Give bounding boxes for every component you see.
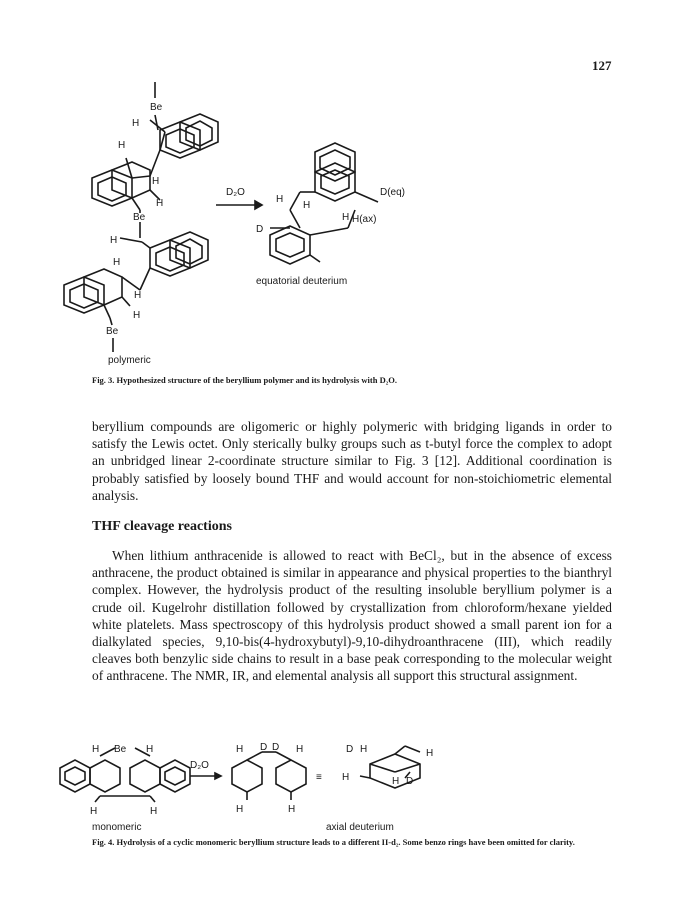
fig4-m-h-bl: H [236, 804, 244, 815]
fig4-m-d2: D [272, 742, 280, 753]
paragraph-1 [92, 418, 612, 504]
fig4-be: Be [114, 744, 127, 755]
fig3-h8: H [133, 310, 141, 321]
figure-3 [0, 80, 680, 370]
fig4-m-h-br: H [288, 804, 296, 815]
figure-3-labels [0, 80, 680, 370]
fig4-equals: ≡ [316, 772, 322, 783]
fig4-monomeric-label: monomeric [92, 822, 142, 833]
fig3-be-top: Be [150, 102, 163, 113]
fig4-h-bl: H [90, 806, 98, 817]
fig3-h7: H [134, 290, 142, 301]
fig4-r-h4: H [392, 776, 400, 787]
fig4-h-br: H [150, 806, 158, 817]
fig3-reagent: D₂O [226, 187, 245, 198]
fig4-m-d1: D [260, 742, 268, 753]
fig3-h6: H [113, 257, 121, 268]
fig4-r-h2: H [426, 748, 434, 759]
fig4-reagent: D₂O [190, 760, 209, 771]
paragraph-2 [92, 547, 612, 685]
fig4-h-tl: H [92, 744, 100, 755]
section-heading: THF cleavage reactions [92, 519, 232, 534]
fig4-r-d: D [346, 744, 354, 755]
fig3-h1: H [132, 118, 140, 129]
fig4-m-h-tr: H [296, 744, 304, 755]
fig4-axial-label: axial deuterium [326, 822, 394, 833]
fig3-h-ax: H(ax) [352, 214, 377, 225]
fig4-r-d2: D [406, 776, 414, 787]
figure-3-caption: Fig. 3. Hypothesized structure of the beryllium polymer and its hydrolysis with D₂O. [92, 375, 398, 385]
fig4-h-tr: H [146, 744, 154, 755]
paragraph-1-text: beryllium compounds are oligomeric or highly polymeric with bridging ligands in order to satisfy the Lewis octet. Only sterically bulky groups such as t-butyl force the complex to adopt an unbridged linear 2-coordinate structure similar to Fig. 3 [12]. Additional coordination is probably satisfied by loosely bound THF and would account for non-stoichiometric elemental analysis. [92, 419, 612, 503]
page-number: 127 [592, 58, 612, 73]
fig3-h3: H [152, 176, 160, 187]
fig4-r-h1: H [360, 744, 368, 755]
paragraph-2-text: When lithium anthracenide is allowed to react with BeCl₂, but in the absence of excess anthracene, the product obtained is similar in appearance and physical properties to the bianthryl complex. However, the hydrolysis product of the resulting insoluble beryllium polymer is a crude oil. Kugelrohr distillation followed by crystallization from chloroform/hexane yielded white platelets. Mass spectroscopy of this hydrolysis product showed a small parent ion for a dialkylated species, 9,10-bis(4-hydroxybutyl)-9,10-dihydroanthracene (III), which readily cleaves both benzylic side chains to result in a base peak corresponding to the molecular weight of anthracene. The NMR, IR, and elemental analysis all support this structural assignment. [92, 548, 612, 684]
fig3-prod-h1: H [276, 194, 284, 205]
fig4-m-h-tl: H [236, 744, 244, 755]
figure-4 [0, 738, 680, 833]
fig3-prod-h3: H [342, 212, 350, 223]
fig3-equatorial-label: equatorial deuterium [256, 276, 348, 287]
fig3-polymeric-label: polymeric [108, 355, 151, 366]
fig4-r-h3: H [342, 772, 350, 783]
fig3-be-bot: Be [106, 326, 119, 337]
fig3-be-mid: Be [133, 212, 146, 223]
figure-4-labels [0, 738, 680, 833]
fig3-h4: H [156, 198, 164, 209]
figure-4-caption: Fig. 4. Hydrolysis of a cyclic monomeric beryllium structure leads to a different II-d₂. Some benzo rings have been omitted for clarity. [92, 837, 575, 847]
fig3-d-eq: D(eq) [380, 187, 406, 198]
fig3-prod-d: D [256, 224, 264, 235]
fig3-h5: H [110, 235, 118, 246]
fig3-prod-h2: H [303, 200, 311, 211]
fig3-h2: H [118, 140, 126, 151]
